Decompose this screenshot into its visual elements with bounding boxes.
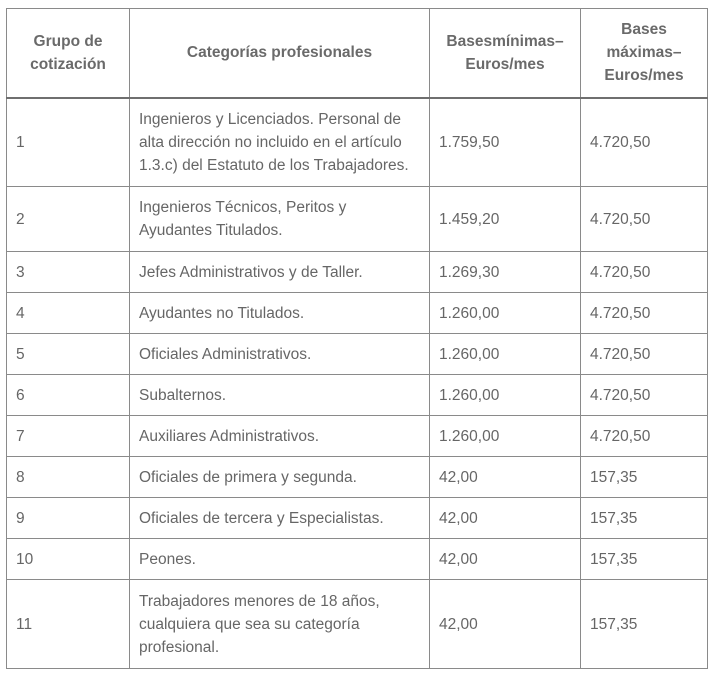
header-row	[7, 9, 708, 98]
header-bases-minimas: Basesmínimas– Euros/mes	[430, 9, 581, 98]
base-maxima-cell: 4.720,50	[581, 187, 708, 252]
table-header	[7, 9, 708, 98]
grupo-cell: 10	[7, 539, 130, 580]
grupo-cell: 3	[7, 252, 130, 293]
grupo-cell: 7	[7, 416, 130, 457]
base-maxima-cell: 157,35	[581, 580, 708, 669]
categoria-cell: Subalternos.	[130, 375, 430, 416]
header-bases-maximas: Bases máximas– Euros/mes	[581, 9, 708, 98]
grupo-cell: 2	[7, 187, 130, 252]
grupo-cell: 9	[7, 498, 130, 539]
base-minima-cell: 42,00	[430, 539, 581, 580]
base-maxima-cell: 4.720,50	[581, 98, 708, 187]
header-categorias-profesionales: Categorías profesionales	[130, 9, 430, 98]
categoria-cell: Trabajadores menores de 18 años, cualquiera que sea su categoría profesional.	[130, 580, 430, 669]
table-row	[7, 187, 708, 252]
base-minima-cell: 42,00	[430, 457, 581, 498]
base-minima-cell: 42,00	[430, 498, 581, 539]
base-maxima-cell: 157,35	[581, 457, 708, 498]
grupo-cell: 1	[7, 98, 130, 187]
table-row	[7, 498, 708, 539]
categoria-cell: Ingenieros y Licenciados. Personal de alta dirección no incluido en el artículo 1.3.c) del Estatuto de los Trabajadores.	[130, 98, 430, 187]
base-maxima-cell: 4.720,50	[581, 375, 708, 416]
categoria-cell: Peones.	[130, 539, 430, 580]
table-row	[7, 416, 708, 457]
table-row	[7, 375, 708, 416]
table-row	[7, 580, 708, 669]
base-minima-cell: 1.459,20	[430, 187, 581, 252]
table-body	[7, 98, 708, 669]
grupo-cell: 8	[7, 457, 130, 498]
base-maxima-cell: 157,35	[581, 539, 708, 580]
categoria-cell: Jefes Administrativos y de Taller.	[130, 252, 430, 293]
base-maxima-cell: 4.720,50	[581, 416, 708, 457]
categoria-cell: Ayudantes no Titulados.	[130, 293, 430, 334]
categoria-cell: Ingenieros Técnicos, Peritos y Ayudantes Titulados.	[130, 187, 430, 252]
categoria-cell: Auxiliares Administrativos.	[130, 416, 430, 457]
base-minima-cell: 42,00	[430, 580, 581, 669]
base-minima-cell: 1.269,30	[430, 252, 581, 293]
header-grupo-cotizacion: Grupo de cotización	[7, 9, 130, 98]
table-row	[7, 98, 708, 187]
grupo-cell: 5	[7, 334, 130, 375]
base-minima-cell: 1.260,00	[430, 416, 581, 457]
base-minima-cell: 1.260,00	[430, 375, 581, 416]
table-row	[7, 539, 708, 580]
categoria-cell: Oficiales de tercera y Especialistas.	[130, 498, 430, 539]
table-row	[7, 457, 708, 498]
table-row	[7, 252, 708, 293]
cotizacion-table	[6, 8, 708, 669]
grupo-cell: 6	[7, 375, 130, 416]
base-maxima-cell: 4.720,50	[581, 293, 708, 334]
base-maxima-cell: 4.720,50	[581, 334, 708, 375]
table-row	[7, 293, 708, 334]
base-maxima-cell: 157,35	[581, 498, 708, 539]
categoria-cell: Oficiales Administrativos.	[130, 334, 430, 375]
base-maxima-cell: 4.720,50	[581, 252, 708, 293]
grupo-cell: 11	[7, 580, 130, 669]
base-minima-cell: 1.260,00	[430, 293, 581, 334]
categoria-cell: Oficiales de primera y segunda.	[130, 457, 430, 498]
table-row	[7, 334, 708, 375]
base-minima-cell: 1.260,00	[430, 334, 581, 375]
grupo-cell: 4	[7, 293, 130, 334]
base-minima-cell: 1.759,50	[430, 98, 581, 187]
